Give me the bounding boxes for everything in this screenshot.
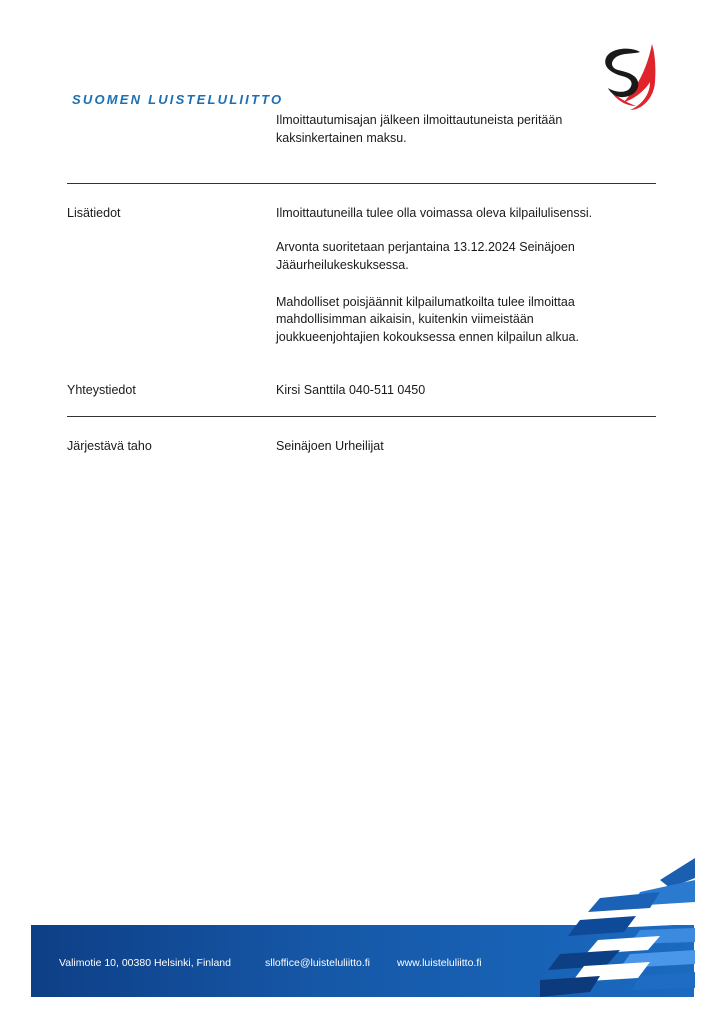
info-line: Arvonta suoritetaan perjantaina 13.12.2024 Seinäjoen	[276, 240, 575, 254]
continued-line-2: kaksinkertainen maksu.	[276, 131, 407, 145]
section-divider	[67, 416, 656, 417]
section-label-jarjestava-taho: Järjestävä taho	[67, 439, 152, 453]
footer-address: Valimotie 10, 00380 Helsinki, Finland	[59, 957, 231, 969]
info-line: mahdollisimman aikaisin, kuitenkin viimeistään	[276, 312, 534, 326]
section-divider	[67, 183, 656, 184]
organizer-value: Seinäjoen Urheilijat	[276, 439, 384, 453]
footer-decoration-graphic	[540, 858, 695, 997]
info-line: Mahdolliset poisjäännit kilpailumatkoilta tulee ilmoittaa	[276, 295, 575, 309]
section-label-lisatiedot: Lisätiedot	[67, 206, 121, 220]
info-line: Jääurheilukeskuksessa.	[276, 258, 409, 272]
info-line: Ilmoittautuneilla tulee olla voimassa oleva kilpailulisenssi.	[276, 206, 593, 220]
contact-value: Kirsi Santtila 040-511 0450	[276, 383, 426, 397]
footer-website-link[interactable]: www.luisteluliitto.fi	[397, 957, 482, 969]
skating-federation-logo-icon	[600, 42, 656, 112]
brand-name: SUOMEN LUISTELULIITTO	[72, 92, 284, 107]
section-label-yhteystiedot: Yhteystiedot	[67, 383, 136, 397]
info-line: joukkueenjohtajien kokouksessa ennen kilpailun alkua.	[276, 330, 579, 344]
continued-line-1: Ilmoittautumisajan jälkeen ilmoittautuneista peritään	[276, 113, 563, 127]
footer-email-link[interactable]: slloffice@luisteluliitto.fi	[265, 957, 371, 969]
